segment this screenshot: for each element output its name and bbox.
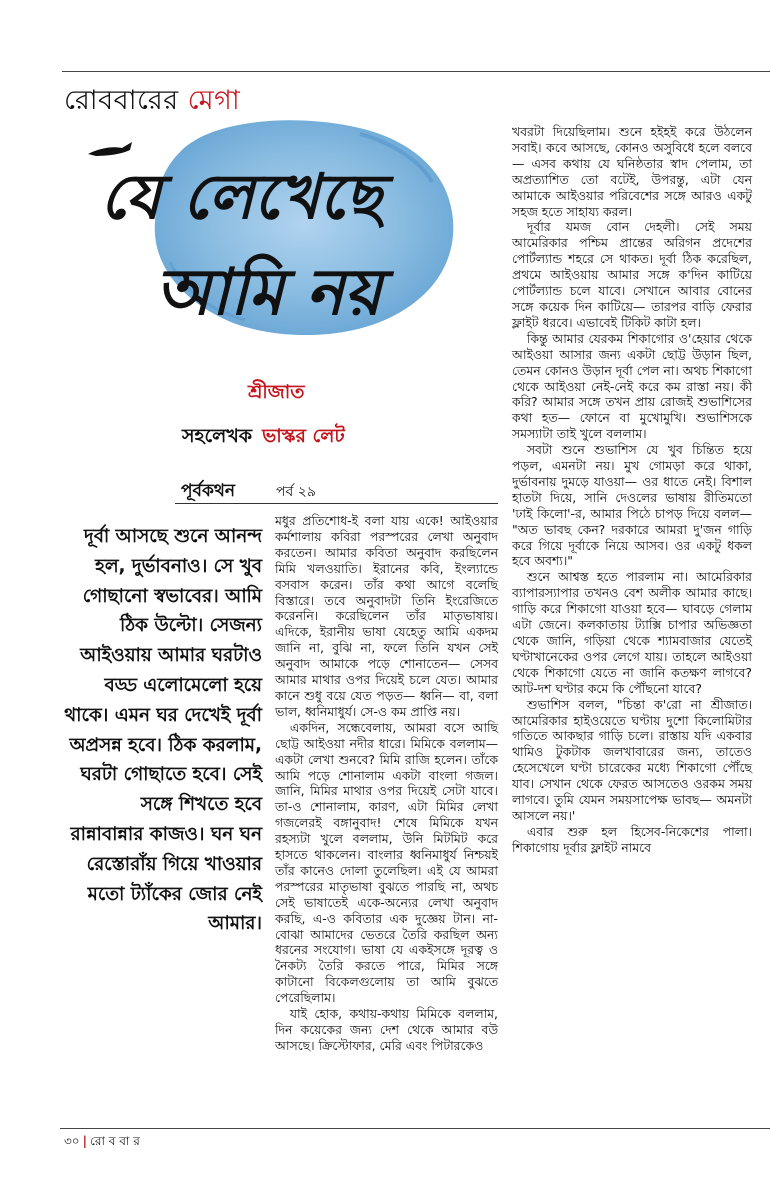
paragraph: খবরটা দিয়েছিলাম। শুনে হইহই করে উঠলেন সবাই। কবে আসছে, কোনও অসুবিধে হলে বলবে— এসব কথায় যে ঘনিষ্ঠতার স্বাদ পেলাম, তা অপ্রত্যাশিত তো বটেই, উপরন্তু, এটা যেন আমাকে আইওয়ার পরিবেশের সঙ্গে আরও একটু সহজ হতে সাহায্য করল।: [512, 124, 752, 219]
section-name: রোববারের: [64, 85, 179, 116]
author-name: শ্রীজাত: [248, 381, 305, 403]
article-column-right: [512, 124, 752, 856]
paragraph: সবটা শুনে শুভাশিস যে খুব চিন্তিত হয়ে পড়ল, এমনটা নয়। মুখ গোমড়া করে থাকা, দুর্ভাবনায় দুমড়ে যাওয়া— ওর ধাতে নেই। বিশাল হাতটা দিয়ে, সানি দেওলের ভাষায় রীতিমতো 'ঢাই কিলো'-র, আমার পিঠে চাপড় দিয়ে বলল— "অত ভাবছ কেন? দরকারে আমরা দু'জন গাড়ি করে গিয়ে দূর্বাকে নিয়ে আসব। ওর একটু ধকল হবে অবশ্য।": [512, 442, 752, 569]
recap-label: পূর্বকথন: [181, 481, 236, 501]
paragraph: শুভাশিস বলল, "চিন্তা ক'রো না শ্রীজাত। আমেরিকার হাইওয়েতে ঘণ্টায় দুশো কিলোমিটার গতিতে আকছার গাড়ি চলে। রাস্তায় যদি একবার থামিও টুকটাক জলখাবারের জন্য, তাতেও হেসেখেলে ঘণ্টা চারেকের মধ্যে শিকাগো পৌঁছে যাব। সেখান থেকে ফেরত আসতেও ওরকম সময় লাগবে। তুমি যেমন সময়সাপেক্ষ ভাবছ— অমনটা আসলে নয়।': [512, 696, 752, 823]
paragraph: দূর্বার যমজ বোন দেহলী। সেই সময় আমেরিকার পশ্চিম প্রান্তের অরিগন প্রদেশের পোর্টল্যান্ড শহরে সে থাকত। দূর্বা ঠিক করেছিল, প্রথমে আইওয়ায় আমার সঙ্গে ক'দিন কাটিয়ে পোর্টল্যান্ড চলে যাবে। সেখানে আবার বোনের সঙ্গে কয়েক দিন কাটিয়ে— তারপর বাড়ি ফেরার ফ্লাইট ধরবে। এভাবেই টিকিট কাটা হল।: [512, 219, 752, 330]
paragraph: শুনে আশ্বস্ত হতে পারলাম না। আমেরিকার ব্যাপারস্যাপার তখনও বেশ অলীক আমার কাছে। গাড়ি করে শিকাগো যাওয়া হবে— ঘাবড়ে গেলাম এটা জেনে। কলকাতায় ট্যাক্সি চাপার অভিজ্ঞতা থেকে জানি, গড়িয়া থেকে শ্যামবাজার যেতেই ঘণ্টাখানেকের ওপর লেগে যায়। তাহলে আইওয়া থেকে শিকাগো যেতে না জানি কতক্ষণ লাগবে? আট-দশ ঘণ্টার কমে কি পৌঁছনো যাবে?: [512, 569, 752, 696]
pull-quote: দূর্বা আসছে শুনে আনন্দ হল, দুর্ভাবনাও। সে খুব গোছানো স্বভাবের। আমি ঠিক উল্টো। সেজন্য আইওয়ায় আমার ঘরটাও বড্ড এলোমেলো হয়ে থাকে। এমন ঘর দেখেই দূর্বা অপ্রসন্ন হবে। ঠিক করলাম, ঘরটা গোছাতে হবে। সেই সঙ্গে শিখতে হবে রান্নাবান্নার কাজও। ঘন ঘন রেস্তোরাঁয় গিয়ে খাওয়ার মতো ট্যাঁকের জোর নেই আমার।: [64, 526, 262, 935]
coauthor-name: ভাস্কর লেট: [262, 425, 345, 447]
paragraph: এবার শুরু হল হিসেব-নিকেশের পালা। শিকাগোয় দূর্বার ফ্লাইট নামবে: [512, 823, 752, 855]
section-tag: মেগা: [187, 85, 241, 116]
coauthor-line: [182, 422, 345, 454]
footer-divider: |: [82, 1134, 87, 1148]
article-column-middle: [275, 513, 498, 1054]
paragraph: মধুর প্রতিশোধ-ই বলা যায় একে! আইওয়ার কর্মশালায় কবিরা পরস্পরের লেখা অনুবাদ করতেন। আমার কবিতা অনুবাদ করছিলেন মিমি খলওয়াতি। ইরানের কবি, ইংল্যান্ডে বসবাস করেন। তাঁর কথা আগে বলেছি বিস্তারে। তবে অনুবাদটা তিনি ইংরেজিতে করেননি। করেছিলেন তাঁর মাতৃভাষায়। এদিকে, ইরানীয় ভাষা যেহেতু আমি একদম জানি না, বুঝি না, ফলে তিনি যখন সেই অনুবাদ আমাকে পড়ে শোনাতেন— সেসব আমার মাথার ওপর দিয়েই চলে যেত। আমার কানে শুধু বয়ে যেত পড়ত— ধ্বনি— বা, বলা ভাল, ধ্বনিমাধুর্য। সে-ও কম প্রাপ্তি নয়।: [275, 513, 498, 719]
paragraph: কিন্তু আমার যেরকম শিকাগোর ও'হেয়ার থেকে আইওয়া আসার জন্য একটা ছোট্ট উড়ান ছিল, তেমন কোনও উড়ান দূর্বা পেল না। অথচ শিকাগো থেকে আইওয়া নেই-নেই করে কম রাস্তা নয়। কী করি? আমার সঙ্গে তখন প্রায় রোজই শুভাশিসের কথা হত— ফোনে বা মুখোমুখি। শুভাশিসকে সমস্যাটা তাই খুলে বললাম।: [512, 330, 752, 442]
title-line-2: আমি নয়: [155, 255, 382, 330]
coauthor-label: সহলেখক: [182, 425, 253, 447]
magazine-name: রো ব বা র: [90, 1134, 140, 1148]
paragraph: যাই হোক, কথায়-কথায় মিমিকে বললাম, দিন কয়েকের জন্য দেশ থেকে আমার বউ আসছে। ক্রিস্টোফার, মেরি এবং পিটারকেও: [275, 1006, 498, 1053]
page-footer: [64, 1133, 140, 1153]
paragraph: একদিন, সন্ধেবেলায়, আমরা বসে আছি ছোট্ট আইওয়া নদীর ধারে। মিমিকে বললাম— একটা লেখা শুনবে? মিমি রাজি হলেন। তাঁকে আমি পড়ে শোনালাম একটা বাংলা গজল। জানি, মিমির মাথার ওপর দিয়েই সেটা যাবে। তা-ও শোনালাম, কারণ, এটা মিমির লেখা গজলেরই বঙ্গানুবাদ! শেষে মিমিকে যখন রহস্যটা খুলে বললাম, উনি মিটমিট করে হাসতে থাকলেন। বাংলার ধ্বনিমাধুর্য নিশ্চয়ই তাঁর কানেও দোলা তুলেছিল। এই যে আমরা পরস্পরের মাতৃভাষা বুঝতে পারছি না, অথচ সেই ভাষাতেই একে-অন্যের লেখা অনুবাদ করছি, এ-ও কবিতার এক দুজ্ঞেয় টান। না-বোঝা আমাদের ভেতরে তৈরি করছিল অন্য ধরনের সংযোগ। ভাষা যে একইসঙ্গে দূরত্ব ও নৈকট্য তৈরি করতে পারে, মিমির সঙ্গে কাটানো বিকেলগুলোয় তা আমি বুঝতে পেরেছিলাম।: [275, 719, 498, 1006]
title-artwork: [60, 112, 500, 372]
recap-rule: [175, 503, 498, 504]
title-line-1: যে লেখেছে: [100, 160, 382, 233]
bottom-rule: [60, 1128, 770, 1129]
episode-number: পর্ব ২৯: [276, 484, 316, 500]
top-rule: [62, 71, 770, 72]
page-number: ৩০: [64, 1134, 80, 1148]
